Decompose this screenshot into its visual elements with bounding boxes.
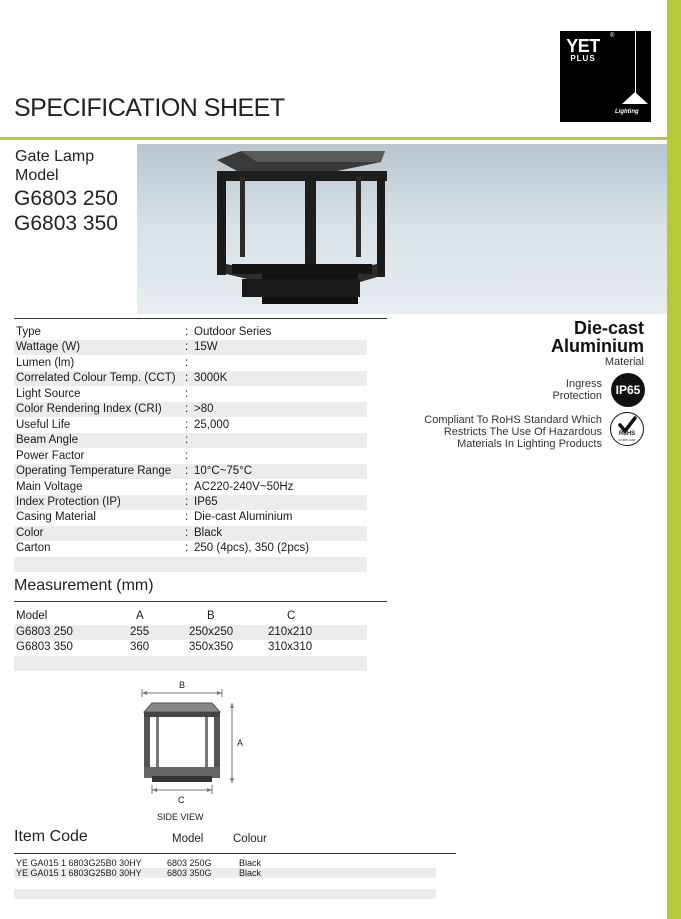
- spec-row: [14, 356, 367, 371]
- item-model: 6803 350G: [167, 868, 212, 878]
- measurement-header-c: C: [287, 610, 296, 622]
- model-number-2: G6803 350: [14, 212, 118, 235]
- spec-value: AC220-240V~50Hz: [194, 481, 294, 493]
- measurement-model: G6803 350: [16, 641, 73, 653]
- measurement-row: [14, 640, 367, 655]
- spec-label: Beam Angle: [16, 434, 79, 446]
- spec-value: Black: [194, 527, 223, 539]
- spec-row: [14, 541, 367, 556]
- spec-label: Lumen (lm): [16, 357, 75, 369]
- item-code-header-model: Model: [172, 833, 204, 845]
- ip65-badge-icon: IP65: [611, 373, 645, 407]
- item-model: 6803 250G: [167, 858, 212, 868]
- spec-colon: :: [185, 542, 189, 554]
- model-label: Model: [15, 167, 59, 184]
- spec-label: Casing Material: [16, 511, 96, 523]
- spec-table-rule: [14, 318, 387, 319]
- spec-row: [14, 418, 367, 433]
- spec-row: [14, 480, 367, 495]
- spec-colon: :: [185, 326, 189, 338]
- spec-colon: :: [185, 403, 189, 415]
- spec-colon: :: [185, 496, 189, 508]
- material-line-1: Die-cast: [573, 318, 644, 338]
- side-view-drawing: [130, 678, 250, 808]
- spec-colon: :: [185, 511, 189, 523]
- accent-side-bar: [667, 0, 681, 919]
- spec-colon: :: [185, 419, 189, 431]
- rohs-badge-icon: [610, 412, 644, 446]
- spec-colon: :: [185, 481, 189, 493]
- spec-row: [14, 340, 367, 355]
- spec-value: Die-cast Aluminium: [194, 511, 293, 523]
- item-colour: Black: [239, 858, 262, 868]
- item-code-row: [14, 868, 436, 878]
- item-code-title: Item Code: [14, 828, 88, 845]
- spec-colon: :: [185, 357, 189, 369]
- spec-colon: :: [185, 465, 189, 477]
- spec-value: 15W: [194, 341, 218, 353]
- spec-colon: :: [185, 434, 189, 446]
- spec-colon: :: [185, 372, 189, 384]
- brand-logo: [560, 31, 651, 122]
- spec-label: Light Source: [16, 388, 81, 400]
- item-colour: Black: [239, 868, 262, 878]
- spec-empty-row: [14, 557, 367, 572]
- ingress-line-2: Protection: [552, 390, 602, 402]
- gate-lamp-image: [137, 144, 667, 314]
- product-name: Gate Lamp: [15, 148, 95, 165]
- spec-row: [14, 371, 367, 386]
- rohs-line-3: Materials In Lighting Products: [457, 438, 602, 450]
- side-view-caption: SIDE VIEW: [157, 812, 204, 822]
- spec-label: Power Factor: [16, 450, 85, 462]
- measurement-header-row: [14, 609, 367, 624]
- spec-label: Operating Temperature Range: [16, 465, 172, 477]
- measurement-b: 250x250: [189, 626, 234, 638]
- spec-row: [14, 387, 367, 402]
- spec-label: Useful Life: [16, 419, 71, 431]
- side-view-diagram: [130, 678, 250, 828]
- measurement-a: 360: [130, 641, 150, 653]
- item-code-header-colour: Colour: [233, 833, 267, 845]
- spec-row: [14, 510, 367, 525]
- spec-row: [14, 325, 367, 340]
- spec-value: 3000K: [194, 372, 228, 384]
- spec-label: Correlated Colour Temp. (CCT): [16, 372, 176, 384]
- spec-label: Color: [16, 527, 44, 539]
- item-code: YE GA015 1 6803G25B0 30HY: [16, 858, 142, 868]
- measurement-c: 310x310: [268, 641, 313, 653]
- ingress-line-1: Ingress: [565, 378, 602, 390]
- spec-value: 10°C~75°C: [194, 465, 253, 477]
- material-feature: [551, 319, 644, 355]
- dimension-label-a: A: [237, 738, 244, 748]
- spec-label: Wattage (W): [16, 341, 81, 353]
- spec-row: [14, 464, 367, 479]
- measurement-c: 210x210: [268, 626, 313, 638]
- item-code-rule: [14, 853, 456, 854]
- spec-row: [14, 495, 367, 510]
- item-code-empty-row: [14, 889, 436, 899]
- item-code-row: [14, 858, 436, 868]
- rohs-badge-sub: COMPLIANT: [618, 438, 636, 442]
- ingress-feature: [552, 378, 602, 402]
- measurement-header-a: A: [136, 610, 144, 622]
- measurement-b: 350x350: [189, 641, 234, 653]
- logo-tagline: Lighting: [615, 109, 639, 115]
- spec-label: Color Rendering Index (CRI): [16, 403, 162, 415]
- measurement-title: Measurement (mm): [14, 577, 154, 594]
- logo-brand-text: YET: [566, 36, 600, 56]
- measurement-header-b: B: [207, 610, 215, 622]
- spec-value: 25,000: [194, 419, 230, 431]
- measurement-row: [14, 625, 367, 640]
- spec-row: [14, 449, 367, 464]
- item-code: YE GA015 1 6803G25B0 30HY: [16, 868, 142, 878]
- spec-value: 250 (4pcs), 350 (2pcs): [194, 542, 310, 554]
- model-number-1: G6803 250: [14, 187, 118, 210]
- rohs-statement: [424, 414, 602, 450]
- rohs-line-1: Compliant To RoHS Standard Which: [424, 414, 602, 426]
- measurement-rule: [14, 601, 387, 602]
- measurement-a: 255: [130, 626, 150, 638]
- spec-label: Type: [16, 326, 41, 338]
- header-divider: [0, 137, 667, 140]
- product-photo: [137, 144, 667, 314]
- spec-label: Carton: [16, 542, 51, 554]
- spec-label: Main Voltage: [16, 481, 83, 493]
- dimension-label-b: B: [179, 680, 186, 690]
- logo-pendant-cord: [635, 31, 636, 93]
- rohs-line-2: Restricts The Use Of Hazardous: [443, 426, 602, 438]
- spec-colon: :: [185, 341, 189, 353]
- spec-colon: :: [185, 527, 189, 539]
- spec-colon: :: [185, 450, 189, 462]
- spec-row: [14, 526, 367, 541]
- measurement-model: G6803 250: [16, 626, 73, 638]
- measurement-header-model: Model: [16, 610, 48, 622]
- measurement-empty-row: [14, 656, 367, 671]
- material-caption: Material: [604, 356, 644, 368]
- logo-sub-text: PLUS: [570, 54, 596, 63]
- spec-value: IP65: [194, 496, 218, 508]
- spec-value: Outdoor Series: [194, 326, 272, 338]
- logo-registered-mark: ®: [610, 33, 615, 39]
- spec-label: Index Protection (IP): [16, 496, 121, 508]
- material-line-2: Aluminium: [551, 336, 644, 356]
- dimension-label-c: C: [178, 795, 185, 805]
- spec-row: [14, 433, 367, 448]
- logo-pendant-lamp-icon: [622, 92, 648, 104]
- page-title: SPECIFICATION SHEET: [14, 94, 285, 122]
- rohs-badge-label: RoHS: [618, 431, 636, 437]
- spec-row: [14, 402, 367, 417]
- spec-colon: :: [185, 388, 189, 400]
- spec-value: >80: [194, 403, 214, 415]
